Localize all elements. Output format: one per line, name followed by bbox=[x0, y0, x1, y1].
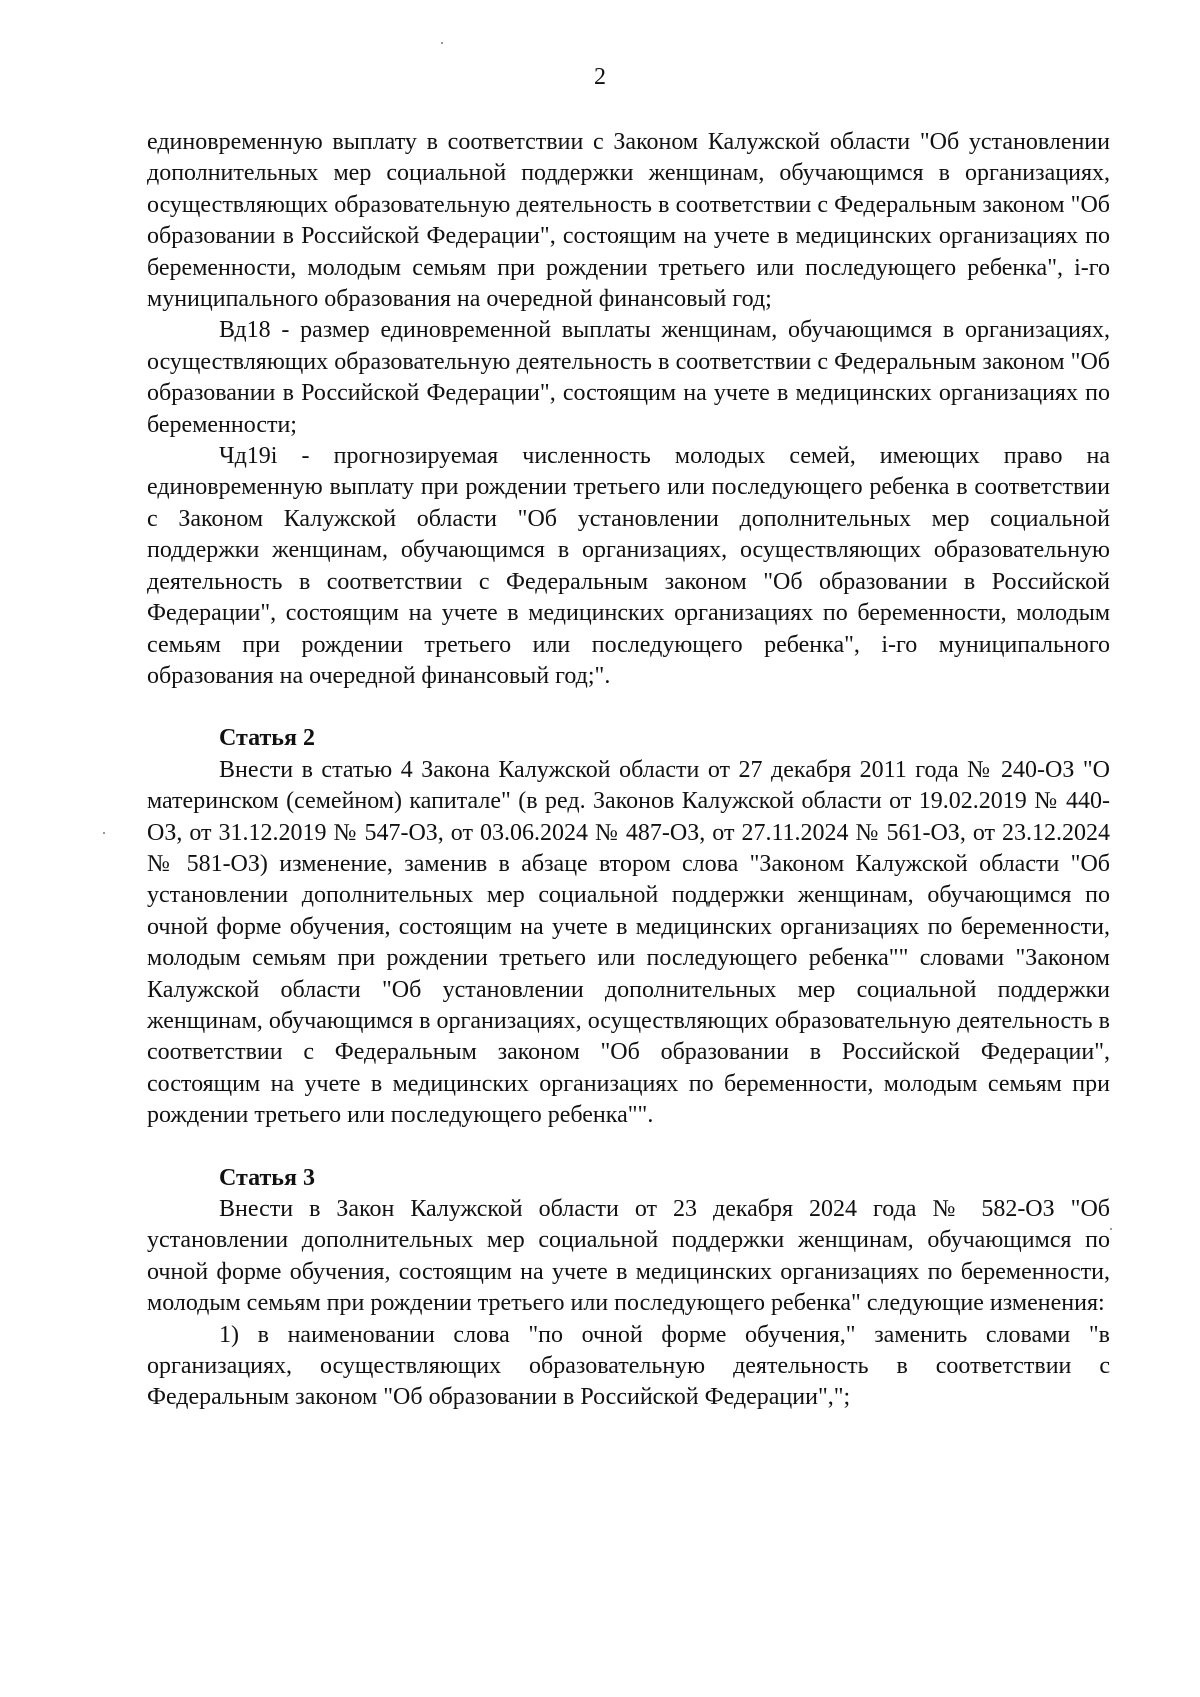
document-body bbox=[147, 127, 1110, 1414]
article-heading: Статья 3 bbox=[219, 1164, 315, 1191]
scan-speck bbox=[441, 42, 443, 44]
article-heading: Статья 2 bbox=[219, 725, 315, 752]
paragraph: Внести в статью 4 Закона Калужской области от 27 декабря 2011 года № 240-ОЗ "О материнском (семейном) капитале" (в ред. Законов Калужской области от 19.02.2019 № 440-ОЗ, от 31.12.2019 № 547-ОЗ, от 03.06.2024 № 487-ОЗ, от 27.11.2024 № 561-ОЗ, от 23.12.2024 № 581-ОЗ) изменение, заменив в абзаце втором слова "Законом Калужской области "Об установлении дополнительных мер социальной поддержки женщинам, обучающимся по очной форме обучения, состоящим на учете в медицинских организациях по беременности, молодым семьям при рождении третьего или последующего ребенка"" словами "Законом Калужской области "Об установлении дополнительных мер социальной поддержки женщинам, обучающимся в организациях, осуществляющих образовательную деятельность в соответствии с Федеральным законом "Об образовании в Российской Федерации", состоящим на учете в медицинских организациях по беременности, молодым семьям при рождении третьего или последующего ребенка"". bbox=[147, 756, 1110, 1129]
paragraph: Чд19i - прогнозируемая численность молодых семей, имеющих право на единовременную выплату при рождении третьего или последующего ребенка в соответствии с Законом Калужской области "Об установлении дополнительных мер социальной поддержки женщинам, обучающимся в организациях, осуществляющих образовательную деятельность в соответствии с Федеральным законом "Об образовании в Российской Федерации", состоящим на учете в медицинских организациях по беременности, молодым семьям при рождении третьего или последующего ребенка", i-го муниципального образования на очередной финансовый год;". bbox=[147, 443, 1110, 689]
paragraph: Внести в Закон Калужской области от 23 декабря 2024 года № 582-ОЗ "Об установлении дополнительных мер социальной поддержки женщинам, обучающимся по очной форме обучения, состоящим на учете в медицинских организациях по беременности, молодым семьям при рождении третьего или последующего ребенка" следующие изменения: bbox=[147, 1196, 1110, 1317]
paragraph: 1) в наименовании слова "по очной форме обучения," заменить словами "в организациях, осуществляющих образовательную деятельность в соответствии с Федеральным законом "Об образовании в Российской Федерации","; bbox=[147, 1321, 1110, 1411]
scan-speck bbox=[103, 832, 105, 834]
scan-speck bbox=[1110, 1228, 1112, 1230]
paragraph: единовременную выплату в соответствии с Законом Калужской области "Об установлении дополнительных мер социальной поддержки женщинам, обучающимся в организациях, осуществляющих образовательную деятельность в соответствии с Федеральным законом "Об образовании в Российской Федерации", состоящим на учете в медицинских организациях по беременности, молодым семьям при рождении третьего или последующего ребенка", i-го муниципального образования на очередной финансовый год; bbox=[147, 129, 1110, 313]
page-number: 2 bbox=[594, 64, 606, 90]
paragraph: Вд18 - размер единовременной выплаты женщинам, обучающимся в организациях, осуществляющих образовательную деятельность в соответствии с Федеральным законом "Об образовании в Российской Федерации", состоящим на учете в медицинских организациях по беременности; bbox=[147, 317, 1110, 438]
